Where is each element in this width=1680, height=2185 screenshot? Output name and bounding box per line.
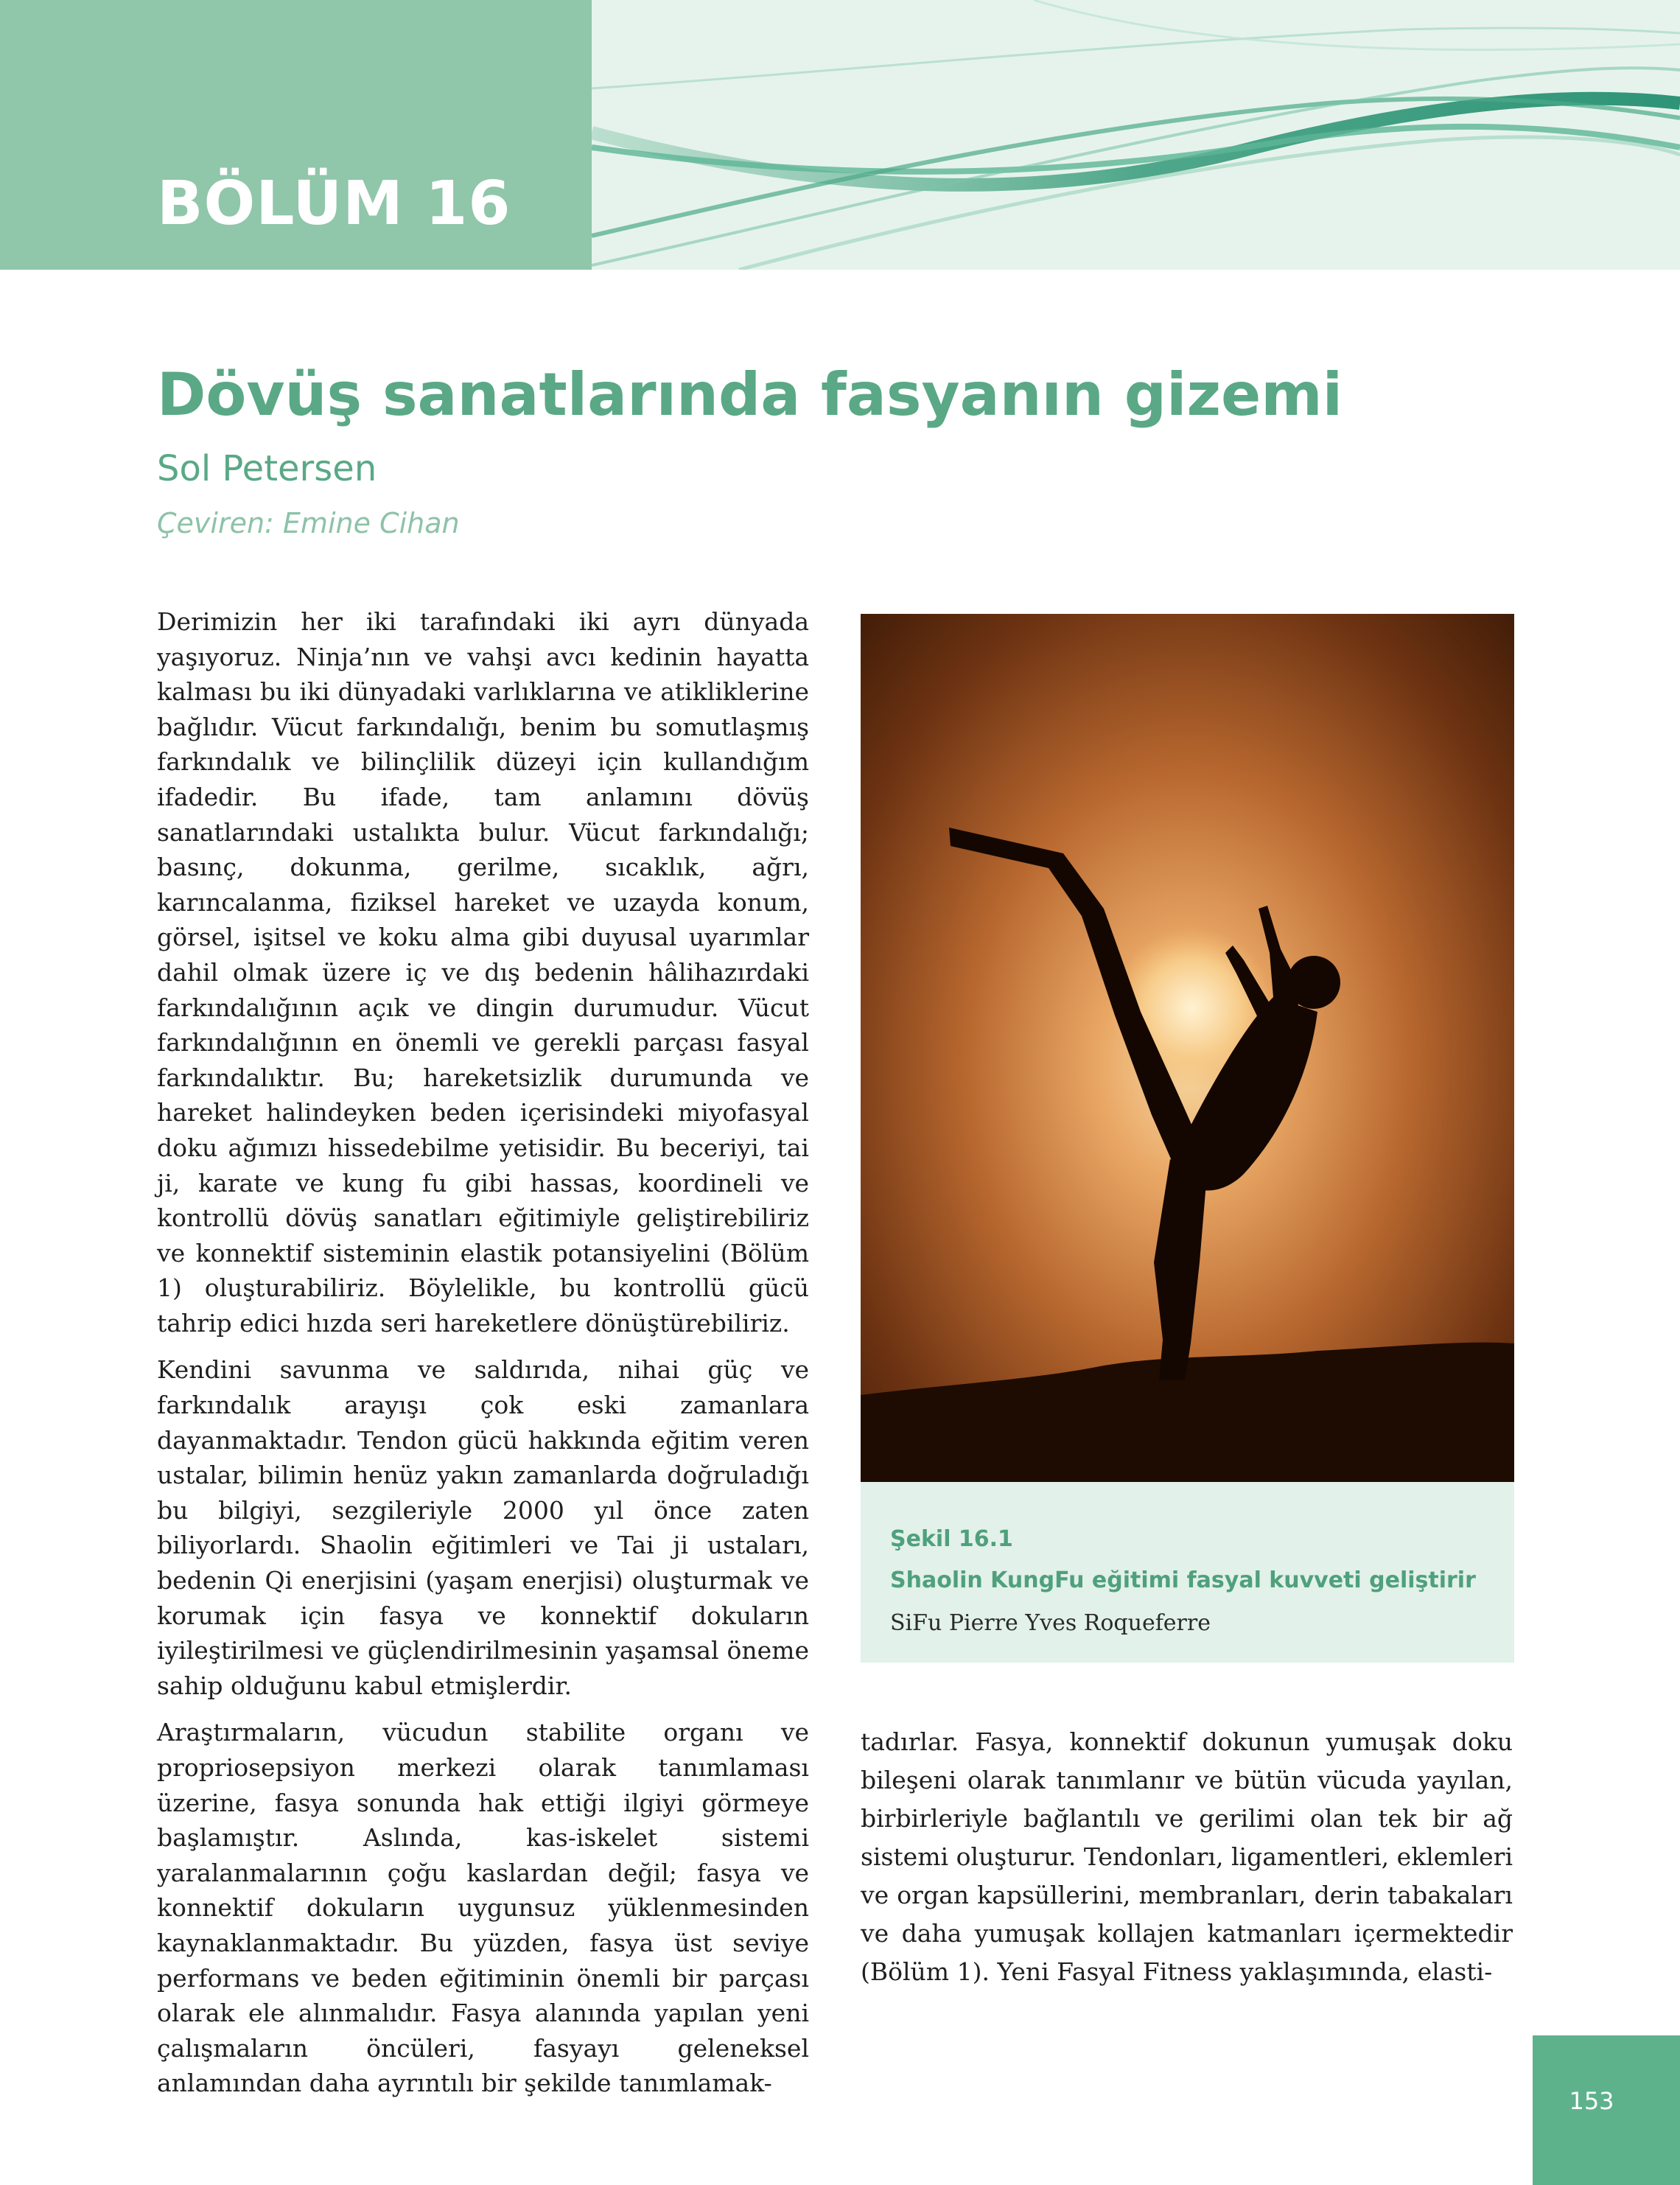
chapter-label-block bbox=[0, 0, 592, 270]
left-text-column bbox=[157, 604, 809, 2113]
figure-title: Shaolin KungFu eğitimi fasyal kuvveti geliştirir bbox=[890, 1567, 1476, 1593]
chapter-label: BÖLÜM 16 bbox=[157, 169, 511, 239]
martial-artist-silhouette-image bbox=[861, 614, 1514, 1482]
decorative-waves bbox=[592, 0, 1680, 270]
body-paragraph: Araştırmaların, vücudun stabilite organı ve propriosepsiyon merkezi olarak tanımlaması üzerine, fasya sonunda hak ettiği ilgiyi görmeye başlamıştır. Aslında, kas-iskelet sistemi yaralanmalarının çoğu kaslardan değil; fasya ve konnektif dokuların uygunsuz yüklenmesinden kaynaklanmaktadır. Bu yüzden, fasya üst seviye performans ve beden eğitiminin önemli bir parçası olarak ele alınmalıdır. Fasya alanında yapılan yeni çalışmaların öncüleri, fasyayı geleneksel anlamından daha ayrıntılı bir şekilde tanımlamak- bbox=[157, 1718, 809, 2098]
body-paragraph: Kendini savunma ve saldırıda, nihai güç ve farkındalık arayışı çok eski zamanlara dayanmaktadır. Tendon gücü hakkında eğitim veren ustalar, bilimin henüz yakın zamanlarda doğruladığı bu bilgiyi, sezgileriyle 2000 yıl önce zaten biliyorlardı. Shaolin eğitimleri ve Tai ji ustaları, bedenin Qi enerjisini (yaşam enerjisi) oluşturmak ve korumak için fasya ve konnektif dokuların iyileştirilmesi ve güçlendirilmesinin yaşamsal öneme sahip olduğunu kabul etmişlerdir. bbox=[157, 1355, 809, 1700]
body-paragraph: tadırlar. Fasya, konnektif dokunun yumuşak doku bileşeni olarak tanımlanır ve bütün vücuda yayılan, birbirleriyle bağlantılı ve gerilimi olan tek bir ağ sistemi oluşturur. Tendonları, ligamentleri, eklemleri ve organ kapsüllerini, membranları, derin tabakaları ve daha yumuşak kollajen katmanları içermektedir (Bölüm 1). Yeni Fasyal Fitness yaklaşımında, elasti- bbox=[861, 1727, 1513, 1986]
body-paragraph: Derimizin her iki tarafındaki iki ayrı dünyada yaşıyoruz. Ninja’nın ve vahşi avcı kedinin hayatta kalması bu iki dünyadaki varlıklarına ve atikliklerine bağlıdır. Vücut farkındalığı, benim bu somutlaşmış farkındalık ve bilinçlilik düzeyi için kullandığım ifadedir. Bu ifade, tam anlamını dövüş sanatlarındaki ustalıkta bulur. Vücut farkındalığı; basınç, dokunma, gerilme, sıcaklık, ağrı, karıncalanma, fiziksel hareket ve uzayda konum, görsel, işitsel ve koku alma gibi duyusal uyarımlar dahil olmak üzere iç ve dış bedenin hâlihazırdaki farkındalığının açık ve dingin durumudur. Vücut farkındalığının en önemli ve gerekli parçası fasyal farkındalıktır. Bu; hareketsizlik durumunda ve hareket halindeyken beden içerisindeki miyofasyal doku ağımızı hissedebilme yetisidir. Bu beceriyi, tai ji, karate ve kung fu gibi hassas, koordineli ve kontrollü dövüş sanatları eğitimiyle geliştirebiliriz ve konnektif sisteminin elastik potansiyelini (Bölüm 1) oluşturabiliriz. Böylelikle, bu kontrollü gücü tahrip edici hızda seri hareketlere dönüştürebiliriz. bbox=[157, 607, 809, 1338]
figure-number: Şekil 16.1 bbox=[890, 1526, 1013, 1552]
page-number: 153 bbox=[1569, 2087, 1614, 2115]
article-author: Sol Petersen bbox=[157, 448, 377, 489]
figure-credit: SiFu Pierre Yves Roqueferre bbox=[890, 1610, 1211, 1636]
article-translator: Çeviren: Emine Cihan bbox=[157, 507, 460, 539]
right-text-column bbox=[861, 1723, 1513, 1991]
figure-photo bbox=[861, 614, 1514, 1482]
chapter-header-band bbox=[0, 0, 1680, 270]
article-title: Dövüş sanatlarında fasyanın gizemi bbox=[157, 360, 1343, 429]
figure-caption bbox=[861, 1482, 1514, 1663]
page-number-box bbox=[1533, 2035, 1680, 2185]
